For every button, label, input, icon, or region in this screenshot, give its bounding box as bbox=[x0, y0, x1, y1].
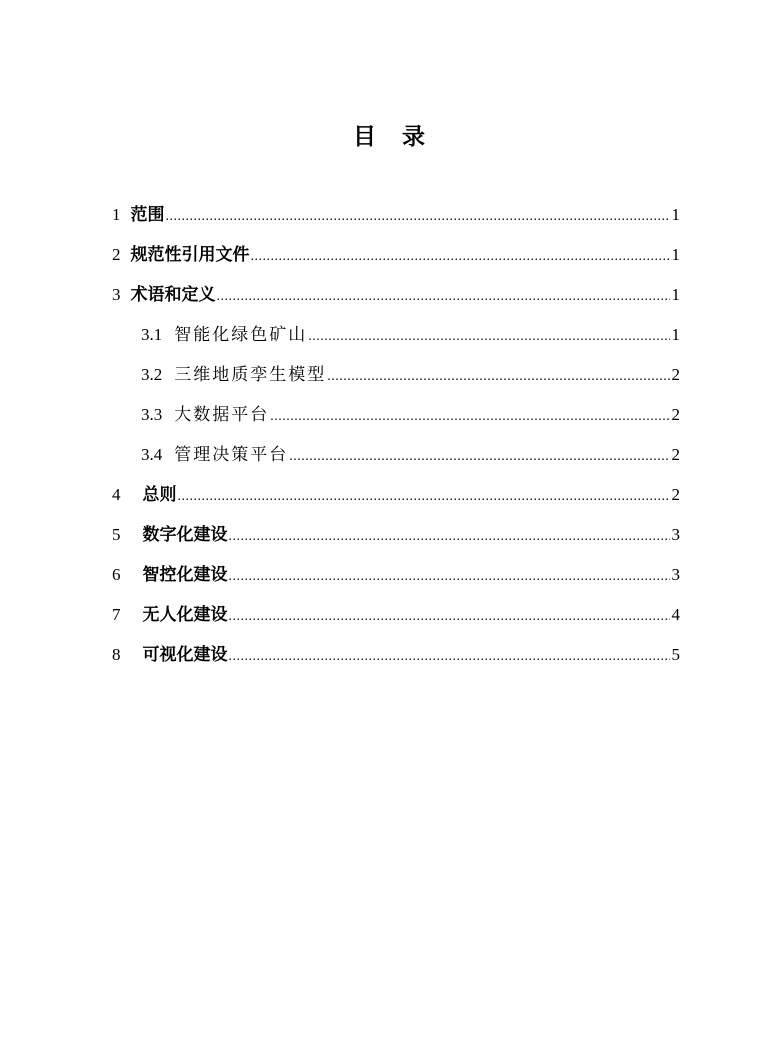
toc-leader-dots bbox=[308, 324, 669, 350]
toc-subentry[interactable] bbox=[112, 442, 680, 482]
toc-leader-dots bbox=[251, 244, 670, 270]
toc-subentry[interactable] bbox=[112, 362, 680, 402]
toc-entry-label: 无人化建设 bbox=[142, 605, 228, 625]
toc-entry-number: 3.1 bbox=[141, 325, 163, 344]
toc-entry[interactable] bbox=[112, 602, 680, 642]
toc-entry-number: 3.3 bbox=[141, 405, 163, 424]
toc-entry-page: 1 bbox=[671, 205, 680, 224]
toc-list bbox=[112, 202, 680, 682]
toc-leader-dots bbox=[229, 564, 670, 590]
toc-entry-number: 3.2 bbox=[141, 365, 163, 384]
toc-subentry[interactable] bbox=[112, 322, 680, 362]
toc-entry-label: 术语和定义 bbox=[130, 285, 216, 305]
toc-entry-label: 智控化建设 bbox=[142, 565, 228, 585]
toc-entry-number: 6 bbox=[112, 565, 121, 584]
toc-entry[interactable] bbox=[112, 642, 680, 682]
toc-leader-dots bbox=[229, 524, 670, 550]
toc-entry-page: 2 bbox=[671, 445, 680, 464]
toc-entry-label: 可视化建设 bbox=[142, 645, 228, 665]
toc-entry-page: 2 bbox=[671, 365, 680, 384]
toc-entry-label: 规范性引用文件 bbox=[130, 245, 250, 265]
toc-entry[interactable] bbox=[112, 482, 680, 522]
toc-subentry[interactable] bbox=[112, 402, 680, 442]
toc-entry-page: 2 bbox=[671, 485, 680, 504]
toc-leader-dots bbox=[229, 604, 670, 630]
toc-entry-number: 8 bbox=[112, 645, 121, 664]
toc-entry-number: 3 bbox=[112, 285, 121, 304]
toc-title bbox=[0, 118, 778, 151]
toc-entry[interactable] bbox=[112, 522, 680, 562]
toc-entry-label: 范围 bbox=[130, 205, 165, 225]
toc-entry-number: 5 bbox=[112, 525, 121, 544]
toc-entry-number: 2 bbox=[112, 245, 121, 264]
toc-entry[interactable] bbox=[112, 202, 680, 242]
toc-entry-label: 管理决策平台 bbox=[174, 445, 289, 465]
toc-leader-dots bbox=[178, 484, 670, 510]
toc-entry-label: 三维地质孪生模型 bbox=[174, 365, 327, 385]
toc-entry-number: 3.4 bbox=[141, 445, 163, 464]
toc-leader-dots bbox=[289, 444, 669, 470]
toc-entry-page: 3 bbox=[671, 565, 680, 584]
toc-entry-page: 1 bbox=[671, 245, 680, 264]
toc-entry[interactable] bbox=[112, 562, 680, 602]
toc-entry-page: 1 bbox=[671, 285, 680, 304]
toc-entry-number: 7 bbox=[112, 605, 121, 624]
toc-entry-page: 5 bbox=[671, 645, 680, 664]
toc-leader-dots bbox=[166, 204, 670, 230]
toc-leader-dots bbox=[229, 644, 670, 670]
toc-entry-label: 总则 bbox=[142, 485, 177, 505]
toc-leader-dots bbox=[217, 284, 670, 310]
toc-entry-page: 2 bbox=[671, 405, 680, 424]
toc-entry-label: 数字化建设 bbox=[142, 525, 228, 545]
toc-entry-label: 智能化绿色矿山 bbox=[174, 325, 308, 345]
toc-entry[interactable] bbox=[112, 282, 680, 322]
toc-title-char: 录 bbox=[402, 124, 425, 150]
toc-title-char: 目 bbox=[353, 124, 376, 150]
toc-entry-page: 3 bbox=[671, 525, 680, 544]
toc-entry-page: 1 bbox=[671, 325, 680, 344]
toc-entry[interactable] bbox=[112, 242, 680, 282]
toc-leader-dots bbox=[270, 404, 669, 430]
toc-leader-dots bbox=[327, 364, 669, 390]
toc-entry-label: 大数据平台 bbox=[174, 405, 270, 425]
toc-entry-number: 4 bbox=[112, 485, 121, 504]
toc-entry-page: 4 bbox=[671, 605, 680, 624]
toc-entry-number: 1 bbox=[112, 205, 121, 224]
